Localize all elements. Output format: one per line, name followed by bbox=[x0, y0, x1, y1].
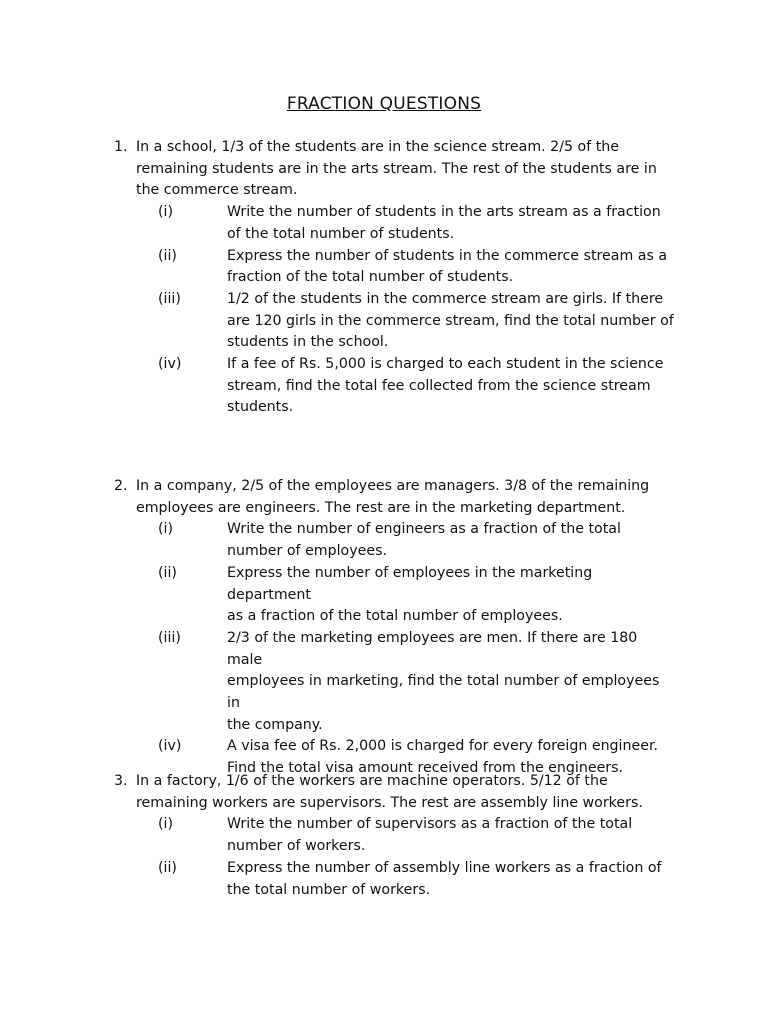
sub-question-text bbox=[227, 289, 674, 354]
sub-question-label: (ii) bbox=[158, 247, 177, 264]
question-3 bbox=[114, 771, 674, 901]
sub-question-line: of the total number of students. bbox=[227, 225, 455, 242]
sub-question-text bbox=[227, 858, 674, 901]
page-title: FRACTION QUESTIONS bbox=[286, 94, 482, 114]
sub-question-line: Express the number of employees in the marketing department bbox=[227, 564, 593, 603]
sub-question-line: Write the number of supervisors as a fraction of the total bbox=[227, 816, 633, 833]
sub-question-line: 1/2 of the students in the commerce stream are girls. If there bbox=[227, 290, 664, 307]
question-2 bbox=[114, 476, 674, 780]
sub-question-text bbox=[227, 563, 674, 628]
sub-question-line: Write the number of students in the arts stream as a fraction bbox=[227, 204, 661, 221]
sub-question-text bbox=[227, 246, 674, 289]
sub-question-line: A visa fee of Rs. 2,000 is charged for every foreign engineer. bbox=[227, 738, 658, 755]
question-1 bbox=[114, 137, 674, 419]
stem-line: remaining workers are supervisors. The rest are assembly line workers. bbox=[136, 794, 643, 811]
sub-question-line: students. bbox=[227, 399, 294, 416]
sub-question bbox=[114, 519, 674, 562]
question-number: 3. bbox=[114, 773, 128, 789]
stem-line: In a factory, 1/6 of the workers are machine operators. 5/12 of the bbox=[136, 773, 608, 789]
sub-question-label: (i) bbox=[158, 204, 174, 221]
sub-question-text bbox=[227, 814, 674, 857]
sub-question bbox=[114, 289, 674, 354]
sub-question-line: employees in marketing, find the total number of employees in bbox=[227, 673, 660, 712]
sub-question-label: (iv) bbox=[158, 356, 182, 373]
sub-question-line: the total number of workers. bbox=[227, 881, 431, 898]
sub-question-line: fraction of the total number of students. bbox=[227, 269, 514, 286]
stem-line: employees are engineers. The rest are in the marketing department. bbox=[136, 499, 626, 516]
sub-question-text bbox=[227, 628, 674, 737]
sub-question-label: (i) bbox=[158, 816, 174, 833]
question-number: 1. bbox=[114, 139, 128, 155]
sub-question-text bbox=[227, 354, 674, 419]
sub-question-line: as a fraction of the total number of employees. bbox=[227, 608, 563, 625]
question-stem bbox=[136, 137, 674, 202]
sub-question-line: students in the school. bbox=[227, 334, 389, 351]
stem-line: In a school, 1/3 of the students are in the science stream. 2/5 of the bbox=[136, 139, 619, 155]
question-number: 2. bbox=[114, 478, 128, 494]
sub-question-label: (ii) bbox=[158, 859, 177, 876]
sub-question-label: (ii) bbox=[158, 564, 177, 581]
sub-question-label: (iii) bbox=[158, 629, 181, 646]
sub-question-line: Express the number of students in the commerce stream as a bbox=[227, 247, 668, 264]
sub-question-line: 2/3 of the marketing employees are men. If there are 180 male bbox=[227, 629, 638, 668]
sub-question-line: number of workers. bbox=[227, 838, 366, 855]
stem-line: remaining students are in the arts stream. The rest of the students are in bbox=[136, 160, 657, 177]
sub-question-label: (iii) bbox=[158, 290, 181, 307]
sub-question-line: Express the number of assembly line workers as a fraction of bbox=[227, 859, 662, 876]
stem-line: the commerce stream. bbox=[136, 182, 298, 199]
sub-question bbox=[114, 628, 674, 737]
question-stem bbox=[136, 771, 674, 814]
sub-question bbox=[114, 202, 674, 245]
sub-question-label: (i) bbox=[158, 521, 174, 538]
sub-question-line: stream, find the total fee collected from the science stream bbox=[227, 377, 651, 394]
sub-question bbox=[114, 814, 674, 857]
stem-line: In a company, 2/5 of the employees are managers. 3/8 of the remaining bbox=[136, 478, 650, 494]
sub-question-line: the company. bbox=[227, 716, 323, 733]
sub-question-text bbox=[227, 519, 674, 562]
sub-question-line: If a fee of Rs. 5,000 is charged to each student in the science bbox=[227, 356, 664, 373]
question-stem bbox=[136, 476, 674, 519]
sub-question-text bbox=[227, 202, 674, 245]
sub-question-line: are 120 girls in the commerce stream, find the total number of bbox=[227, 312, 674, 329]
sub-question bbox=[114, 858, 674, 901]
sub-question-line: Find the total visa amount received from the engineers. bbox=[227, 760, 624, 777]
sub-question bbox=[114, 354, 674, 419]
sub-question-line: number of employees. bbox=[227, 543, 387, 560]
sub-question-line: Write the number of engineers as a fraction of the total bbox=[227, 521, 621, 538]
sub-question-label: (iv) bbox=[158, 738, 182, 755]
sub-question bbox=[114, 246, 674, 289]
sub-question bbox=[114, 563, 674, 628]
